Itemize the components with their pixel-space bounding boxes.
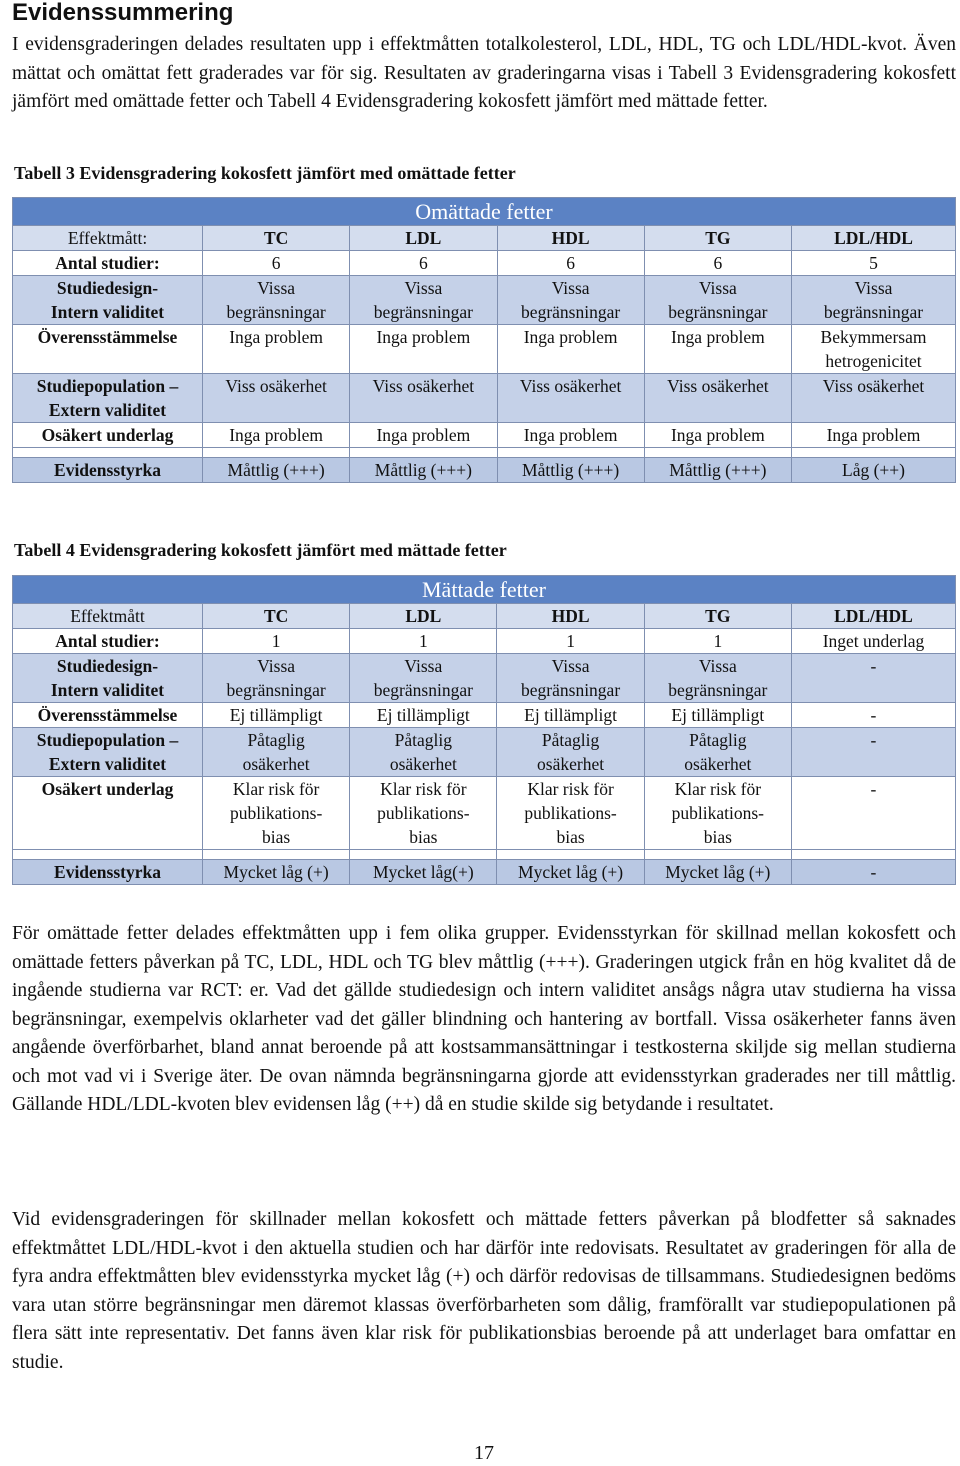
spacer-cell bbox=[350, 850, 497, 860]
table-cell: Viss osäkerhet bbox=[203, 374, 350, 423]
table3-header: Omättade fetter bbox=[13, 198, 956, 226]
table-row bbox=[13, 325, 956, 374]
row-label: Antal studier: bbox=[13, 251, 203, 276]
table4-col-ldl: LDL bbox=[350, 604, 497, 629]
table-row bbox=[13, 728, 956, 777]
table-cell: Vissa begränsningar bbox=[497, 654, 644, 703]
table-row bbox=[13, 423, 956, 448]
table-cell: - bbox=[791, 728, 955, 777]
table-spacer bbox=[13, 448, 956, 458]
table-cell: Påtaglig osäkerhet bbox=[350, 728, 497, 777]
table-cell: Viss osäkerhet bbox=[350, 374, 497, 423]
spacer-cell bbox=[203, 850, 350, 860]
table-cell: Ej tillämpligt bbox=[497, 703, 644, 728]
table-row bbox=[13, 251, 956, 276]
table-cell: Inga problem bbox=[350, 325, 497, 374]
evidence-strength-cell: Mycket låg (+) bbox=[644, 860, 791, 885]
page-number: 17 bbox=[474, 1442, 494, 1464]
spacer-cell bbox=[497, 850, 644, 860]
table-cell: Inga problem bbox=[350, 423, 497, 448]
table-cell: 1 bbox=[203, 629, 350, 654]
table-row bbox=[13, 703, 956, 728]
table-cell: 6 bbox=[350, 251, 497, 276]
table-cell: Klar risk för publikations- bias bbox=[644, 777, 791, 850]
paragraph-saturated: Vid evidensgraderingen för skillnader mellan kokosfett och mättade fetters påverkan på blodfetter så saknades effektmåttet LDL/HDL-kvot i den aktuella studien och har därför inte redovisats. Resultatet av graderingen för alla de fyra andra effektmåtten blev evidensstyrka mycket låg (+) och därför redovisas de tillsammans. Studiedesignen bedöms vara utan större begränsningar men däremot klassas överförbarheten som dålig, framförallt var studiepopulationen på flera sätt inte representativ. Det fanns även klar risk för publikationsbias beroende på att underlaget bara omfattar en studie. bbox=[12, 1209, 956, 1373]
table4-col-tg: TG bbox=[644, 604, 791, 629]
evidence-strength-cell: Mycket låg(+) bbox=[350, 860, 497, 885]
table-cell: Inga problem bbox=[792, 423, 956, 448]
spacer-cell bbox=[792, 448, 956, 458]
paragraph-unsaturated: För omättade fetter delades effektmåtten upp i fem olika grupper. Evidensstyrkan för skillnad mellan kokosfett och omättade fetters påverkan på TC, LDL, HDL och TG blev måttlig (+++). Graderingen utgick från en hög kvalitet då de ingående studierna var RCT: er. Vad det gällde studiedesign och intern validitet ansågs några utav studierna ha vissa begränsningar, exempelvis oklarheter vad det gäller blindning och hantering av bortfall. Vissa osäkerheter fanns även angående överförbarhet, bland annat beroende på att kostsammansättningar i testkosterna skiljde sig mellan studierna och mot vad vi i Sverige äter. De ovan nämnda begränsningarna gjorde att evidensstyrkan graderades ner till måttlig. Gällande HDL/LDL-kvoten blev evidensen låg (++) då en studie skilde sig betydande i resultatet. bbox=[12, 923, 956, 1115]
row-label: Överensstämmelse bbox=[13, 703, 203, 728]
table-cell: - bbox=[791, 777, 955, 850]
table-cell: Inga problem bbox=[497, 423, 644, 448]
table-cell: 1 bbox=[350, 629, 497, 654]
table3-col-ldl: LDL bbox=[350, 226, 497, 251]
row-label: Överensstämmelse bbox=[13, 325, 203, 374]
spacer-cell bbox=[644, 448, 791, 458]
table-cell: Vissa begränsningar bbox=[644, 654, 791, 703]
table-row bbox=[13, 654, 956, 703]
evidence-strength-cell: Mycket låg (+) bbox=[497, 860, 644, 885]
row-label: Osäkert underlag bbox=[13, 777, 203, 850]
table-cell: Inga problem bbox=[644, 423, 791, 448]
table4-evidence-grading bbox=[12, 575, 956, 885]
table-cell: Vissa begränsningar bbox=[644, 276, 791, 325]
row-label: Studiedesign- Intern validitet bbox=[13, 276, 203, 325]
row-label: Studiepopulation – Extern validitet bbox=[13, 374, 203, 423]
table-cell: Inga problem bbox=[497, 325, 644, 374]
table-row bbox=[13, 374, 956, 423]
row-label: Studiedesign- Intern validitet bbox=[13, 654, 203, 703]
table-cell: Vissa begränsningar bbox=[350, 276, 497, 325]
table-cell: Viss osäkerhet bbox=[497, 374, 644, 423]
evidence-strength-cell: Måttlig (+++) bbox=[644, 458, 791, 483]
evidence-strength-cell: Måttlig (+++) bbox=[350, 458, 497, 483]
table-cell: Vissa begränsningar bbox=[203, 276, 350, 325]
table-cell: 6 bbox=[497, 251, 644, 276]
intro-paragraph: I evidensgraderingen delades resultaten upp i effektmåtten totalkolesterol, LDL, HDL, TG och LDL/HDL-kvot. Även mättat och omättat fett graderades var för sig. Resultaten av graderingarna visas i Tabell 3 Evidensgradering kokosfett jämfört med omättade fetter och Tabell 4 Evidensgradering kokosfett jämfört med mättade fetter. bbox=[12, 34, 956, 112]
table3-col-hdl: HDL bbox=[497, 226, 644, 251]
row-label: Osäkert underlag bbox=[13, 423, 203, 448]
evidence-strength-row bbox=[13, 458, 956, 483]
table-cell: Ej tillämpligt bbox=[203, 703, 350, 728]
table-cell: Bekymmersam hetrogenicitet bbox=[792, 325, 956, 374]
evidence-strength-label: Evidensstyrka bbox=[13, 860, 203, 885]
evidence-strength-cell: - bbox=[791, 860, 955, 885]
table-cell: Klar risk för publikations- bias bbox=[497, 777, 644, 850]
table-cell: Påtaglig osäkerhet bbox=[644, 728, 791, 777]
table-cell: Ej tillämpligt bbox=[350, 703, 497, 728]
spacer-cell bbox=[791, 850, 955, 860]
evidence-strength-row bbox=[13, 860, 956, 885]
table3-col-tg: TG bbox=[644, 226, 791, 251]
table-cell: 6 bbox=[644, 251, 791, 276]
table3-col-effect: Effektmått: bbox=[13, 226, 203, 251]
spacer-cell bbox=[350, 448, 497, 458]
table3-col-tc: TC bbox=[203, 226, 350, 251]
table-row bbox=[13, 777, 956, 850]
spacer-cell bbox=[13, 850, 203, 860]
table-cell: Viss osäkerhet bbox=[644, 374, 791, 423]
table-cell: Vissa begränsningar bbox=[497, 276, 644, 325]
evidence-strength-cell: Måttlig (+++) bbox=[497, 458, 644, 483]
table-cell: 1 bbox=[644, 629, 791, 654]
table3-evidence-grading bbox=[12, 197, 956, 483]
table-cell: Ej tillämpligt bbox=[644, 703, 791, 728]
spacer-cell bbox=[644, 850, 791, 860]
table-row bbox=[13, 276, 956, 325]
table-cell: Inga problem bbox=[203, 325, 350, 374]
table-cell: Klar risk för publikations- bias bbox=[203, 777, 350, 850]
table4-col-hdl: HDL bbox=[497, 604, 644, 629]
table-cell: Klar risk för publikations- bias bbox=[350, 777, 497, 850]
table-cell: 6 bbox=[203, 251, 350, 276]
table-cell: Inga problem bbox=[644, 325, 791, 374]
table-cell: - bbox=[791, 654, 955, 703]
table-cell: Viss osäkerhet bbox=[792, 374, 956, 423]
table-row bbox=[13, 629, 956, 654]
table-cell: Vissa begränsningar bbox=[792, 276, 956, 325]
evidence-strength-cell: Måttlig (+++) bbox=[203, 458, 350, 483]
table4-col-ldl-hdl: LDL/HDL bbox=[791, 604, 955, 629]
table-cell: Påtaglig osäkerhet bbox=[497, 728, 644, 777]
table4-col-tc: TC bbox=[203, 604, 350, 629]
table4-col-effect: Effektmått bbox=[13, 604, 203, 629]
spacer-cell bbox=[13, 448, 203, 458]
spacer-cell bbox=[203, 448, 350, 458]
table4-caption: Tabell 4 Evidensgradering kokosfett jämfört med mättade fetter bbox=[14, 540, 507, 560]
evidence-strength-label: Evidensstyrka bbox=[13, 458, 203, 483]
evidence-strength-cell: Låg (++) bbox=[792, 458, 956, 483]
evidence-strength-cell: Mycket låg (+) bbox=[203, 860, 350, 885]
table4-header: Mättade fetter bbox=[13, 576, 956, 604]
table3-col-ldl-hdl: LDL/HDL bbox=[792, 226, 956, 251]
row-label: Antal studier: bbox=[13, 629, 203, 654]
table-cell: Inget underlag bbox=[791, 629, 955, 654]
table-cell: - bbox=[791, 703, 955, 728]
row-label: Studiepopulation – Extern validitet bbox=[13, 728, 203, 777]
table-cell: 5 bbox=[792, 251, 956, 276]
section-heading: Evidenssummering bbox=[12, 0, 234, 26]
table-cell: Vissa begränsningar bbox=[350, 654, 497, 703]
table-spacer bbox=[13, 850, 956, 860]
table-cell: 1 bbox=[497, 629, 644, 654]
table3-caption: Tabell 3 Evidensgradering kokosfett jämfört med omättade fetter bbox=[14, 163, 516, 183]
spacer-cell bbox=[497, 448, 644, 458]
table-cell: Påtaglig osäkerhet bbox=[203, 728, 350, 777]
table-cell: Inga problem bbox=[203, 423, 350, 448]
table-cell: Vissa begränsningar bbox=[203, 654, 350, 703]
